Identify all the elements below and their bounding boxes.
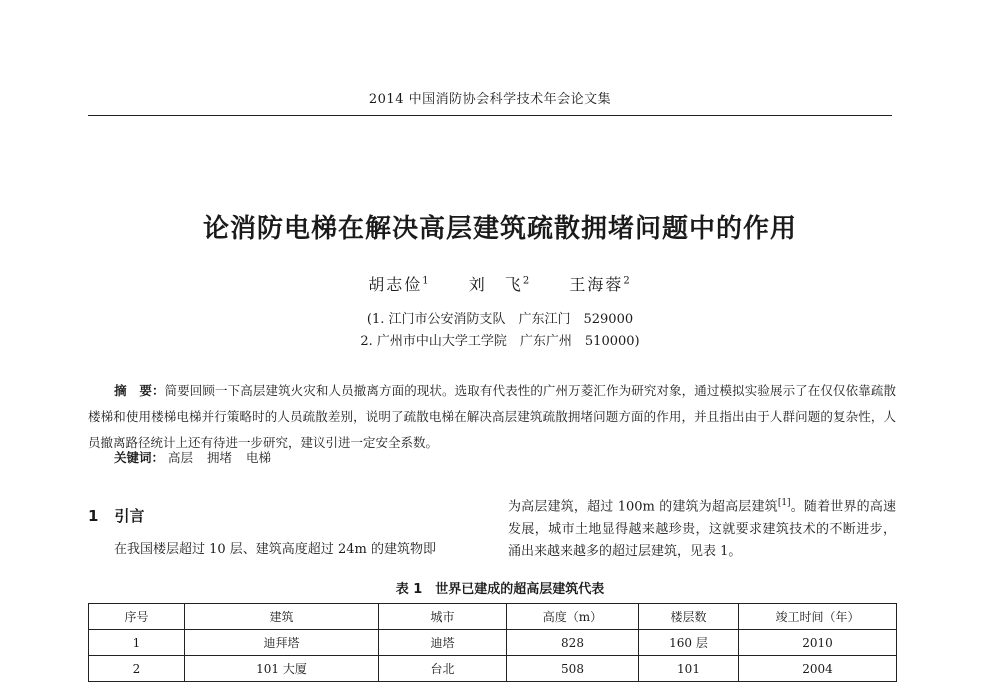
table-cell: 迪拜塔 [185, 630, 379, 656]
body-text-left: 在我国楼层超过 10 层、建筑高度超过 24m 的建筑物即 [114, 542, 436, 557]
author-affiliation-mark: 1 [422, 275, 431, 287]
table-cell: 160 层 [639, 630, 739, 656]
table-header-cell: 竣工时间（年） [739, 604, 897, 630]
table-cell: 101 [639, 656, 739, 682]
table-cell: 2010 [739, 630, 897, 656]
table-cell: 1 [89, 630, 185, 656]
table-cell: 台北 [379, 656, 507, 682]
body-text: 。随着世界的高速发展，城市土地显得越来越珍贵，这就要求建筑技术的不断进步，涌出来越来越多的超过层建筑，见表 1。 [508, 499, 896, 560]
table-header-cell: 楼层数 [639, 604, 739, 630]
body-text-right [508, 492, 896, 564]
table-cell: 508 [507, 656, 639, 682]
author-affiliation-mark: 2 [623, 275, 632, 287]
table-cell: 828 [507, 630, 639, 656]
section-title: 引言 [114, 507, 145, 525]
section-number: 1 [88, 507, 99, 525]
buildings-table [88, 603, 897, 682]
abstract [88, 378, 896, 456]
author-affiliation-mark: 2 [522, 275, 532, 287]
table-row [89, 630, 897, 656]
keywords-label: 关键词： [114, 450, 165, 465]
table-cell: 101 大厦 [185, 656, 379, 682]
abstract-text: 简要回顾一下高层建筑火灾和人员撤离方面的现状。选取有代表性的广州万菱汇作为研究对象，通过模拟实验展示了在仅仅依靠疏散楼梯和使用楼梯电梯并行策略时的人员疏散差别，说明了疏散电梯在解决高层建筑疏散拥堵问题方面的作用，并且指出由于人群问题的复杂性，人员撤离路径统计上还有待进一步研究，建议引进一定安全系数。 [88, 383, 896, 450]
table-cell: 2 [89, 656, 185, 682]
table-header-cell: 高度（m） [507, 604, 639, 630]
abstract-label: 摘 要： [114, 383, 165, 398]
table-cell: 迪塔 [379, 630, 507, 656]
table-header-cell: 城市 [379, 604, 507, 630]
keyword: 电梯 [246, 450, 272, 465]
running-header: 2014 中国消防协会科学技术年会论文集 [88, 88, 892, 116]
author-name: 胡志俭 [368, 275, 423, 294]
keyword: 高层 [168, 450, 194, 465]
table-header-cell: 建筑 [185, 604, 379, 630]
affiliation-line: (1. 江门市公安消防支队 广东江门 529000 [366, 312, 634, 327]
citation-ref: [1] [777, 498, 791, 508]
body-text: 为高层建筑，超过 100m 的建筑为超高层建筑 [508, 499, 778, 515]
keywords [114, 448, 281, 466]
table-row [89, 656, 897, 682]
author-name: 刘 飞 [468, 275, 523, 294]
author-name: 王海蓉 [569, 275, 624, 294]
paper-title: 论消防电梯在解决高层建筑疏散拥堵问题中的作用 [202, 214, 797, 244]
table-caption: 表 1 世界已建成的超高层建筑代表 [395, 582, 605, 597]
section-heading [88, 505, 144, 526]
keyword: 拥堵 [207, 450, 233, 465]
table-cell: 2004 [739, 656, 897, 682]
author-list [0, 272, 1000, 295]
affiliation-line: 2. 广州市中山大学工学院 广东广州 510000) [360, 334, 640, 349]
table-header-cell: 序号 [89, 604, 185, 630]
table-header-row [89, 604, 897, 630]
